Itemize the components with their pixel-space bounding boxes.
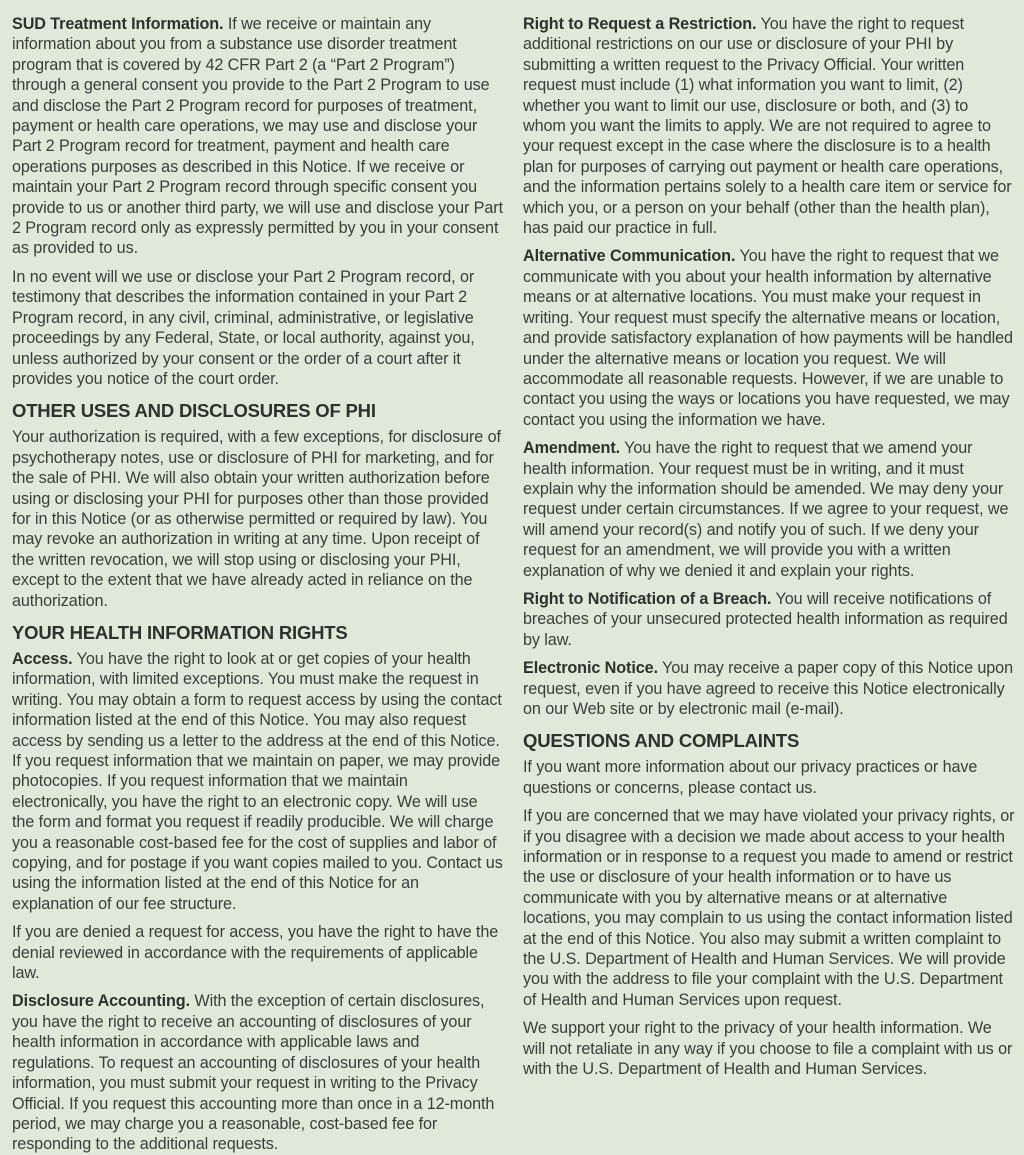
paragraph — [523, 1018, 1015, 1079]
paragraph-lead: SUD Treatment Information. — [12, 15, 224, 33]
paragraph-text: In no event will we use or disclose your Part 2 Program record, or testimony that describes the information contained in your Part 2 Program record, in any civil, criminal, administrative, or legislative proceedings by any Federal, State, or local authority, against you, unless authorized by your consent or the order of a court after it provides you notice of the court order. — [12, 267, 475, 388]
paragraph-lead: Amendment. — [523, 439, 621, 458]
paragraph — [523, 806, 1015, 1010]
section-heading: QUESTIONS AND COMPLAINTS — [523, 730, 800, 752]
paragraph — [12, 267, 504, 389]
paragraph-text: You have the right to request additional restrictions on our use or disclosure of your PHI by submitting a written request to the Privacy Official. Your written request must include (1) what information you want to limit, (2) whether you want to limit our use, disclosure or both, and (3) to whom you want the limits to apply. We are not required to agree to your request except in the case where the disclosure is to a health plan for purposes of carrying out payment or health care operations, and the information pertains solely to a health care item or service for which you, or a person on your behalf (other than the health plan), has paid our practice in full. — [523, 15, 1012, 238]
paragraph — [12, 649, 504, 914]
paragraph-text: We support your right to the privacy of your health information. We will not retaliate in any way if you choose to file a complaint with us or with the U.S. Department of Health and Human Services. — [523, 1019, 1013, 1079]
paragraph-text: You may receive a paper copy of this Notice upon request, even if you have agreed to receive this Notice electronically on our Web site or by electronic mail (e-mail). — [523, 659, 1013, 718]
paragraph-text: You will receive notifications of breaches of your unsecured protected health information as required by law. — [523, 589, 1008, 649]
paragraph — [523, 14, 1015, 238]
paragraph-lead: Disclosure Accounting. — [12, 992, 190, 1011]
section-heading: OTHER USES AND DISCLOSURES OF PHI — [12, 400, 376, 422]
paragraph — [523, 246, 1015, 430]
paragraph — [12, 14, 504, 259]
left-column — [12, 14, 504, 1154]
paragraph-text: If you are denied a request for access, you have the right to have the denial reviewed in accordance with the requirements of applicable law. — [12, 923, 499, 983]
paragraph — [12, 922, 504, 983]
paragraph-text: You have the right to request that we amend your health information. Your request must be in writing, and it must explain why the information should be amended. We may deny your request under certain circumstances. If we agree to your request, we will amend your record(s) and notify you of such. If we deny your request for an amendment, we will provide you with a written explanation of why we denied it and explain your rights. — [523, 439, 1009, 580]
right-column — [523, 14, 1015, 1134]
paragraph-lead: Alternative Communication. — [523, 247, 736, 266]
paragraph-lead: Right to Request a Restriction. — [523, 15, 757, 33]
paragraph — [523, 658, 1015, 719]
paragraph — [12, 427, 504, 611]
paragraph — [12, 991, 504, 1154]
paragraph-text: With the exception of certain disclosures, you have the right to receive an accounting of disclosures of your health information in accordance with applicable laws and regulations. To request an accounting of disclosures of your health information, you must submit your request in writing to the Privacy Official. If you request this accounting more than once in a 12-month period, we may charge you a reasonable, cost-based fee for responding to the additional requests. — [12, 992, 495, 1154]
paragraph-text: Your authorization is required, with a few exceptions, for disclosure of psychotherapy notes, use or disclosure of PHI for marketing, and for the sale of PHI. We will also obtain your written authorization before using or disclosing your PHI for purposes other than those provided for in this Notice (or as otherwise permitted or required by law). You may revoke an authorization in writing at any time. Upon receipt of the written revocation, we will stop using or disclosing your PHI, except to the extent that we have already acted in reliance on the authorization. — [12, 428, 501, 610]
paragraph-lead: Right to Notification of a Breach. — [523, 589, 772, 608]
paragraph — [523, 757, 1015, 798]
paragraph-text: If you want more information about our privacy practices or have questions or concerns, please contact us. — [523, 758, 978, 797]
paragraph — [523, 589, 1015, 650]
paragraph-lead: Access. — [12, 649, 73, 668]
paragraph-text: You have the right to request that we communicate with you about your health information by alternative means or at alternative locations. You must make your request in writing. Your request must specify the alternative means or location, and provide satisfactory explanation of how payments will be handled under the alternative means or location you request. We will accommodate all reasonable requests. However, if we are unable to contact you using the ways or locations you have requested, we may contact you using the information we have. — [523, 247, 1013, 429]
paragraph — [523, 438, 1015, 581]
paragraph-lead: Electronic Notice. — [523, 659, 658, 678]
paragraph-text: You have the right to look at or get copies of your health information, with limited exceptions. You must make the request in writing. You may obtain a form to request access by using the contact information listed at the end of this Notice. You may also request access by sending us a letter to the address at the end of this Notice. If you request information that we maintain on paper, we may provide photocopies. If you request information that we maintain electronically, you have the right to an electronic copy. We will use the form and format you request if readily producible. We will charge you a reasonable cost-based fee for the cost of supplies and labor of copying, and for postage if you want copies mailed to you. Contact us using the information listed at the end of this Notice for an explanation of our fee structure. — [12, 649, 503, 913]
paragraph-text: If we receive or maintain any information about you from a substance use disorder treatment program that is covered by 42 CFR Part 2 (a “Part 2 Program”) through a general consent you provide to the Part 2 Program to use and disclose the Part 2 Program record for purposes of treatment, payment or health care operations, we may use and disclose your Part 2 Program record for treatment, payment and health care operations purposes as described in this Notice. If we receive or maintain your Part 2 Program record through specific consent you provide to us or another third party, we will use and disclose your Part 2 Program record only as expressly permitted by you in your consent as provided to us. — [12, 15, 503, 258]
section-heading: YOUR HEALTH INFORMATION RIGHTS — [12, 621, 348, 643]
paragraph-text: If you are concerned that we may have violated your privacy rights, or if you disagree with a decision we made about access to your health information or in response to a request you made to amend or restrict the use or disclosure of your health information or to have us communicate with you by alternative means or at alternative locations, you may complain to us using the contact information listed at the end of this Notice. You also may submit a written complaint to the U.S. Department of Health and Human Services. We will provide you with the address to file your complaint with the U.S. Department of Health and Human Services upon request. — [523, 807, 1015, 1009]
